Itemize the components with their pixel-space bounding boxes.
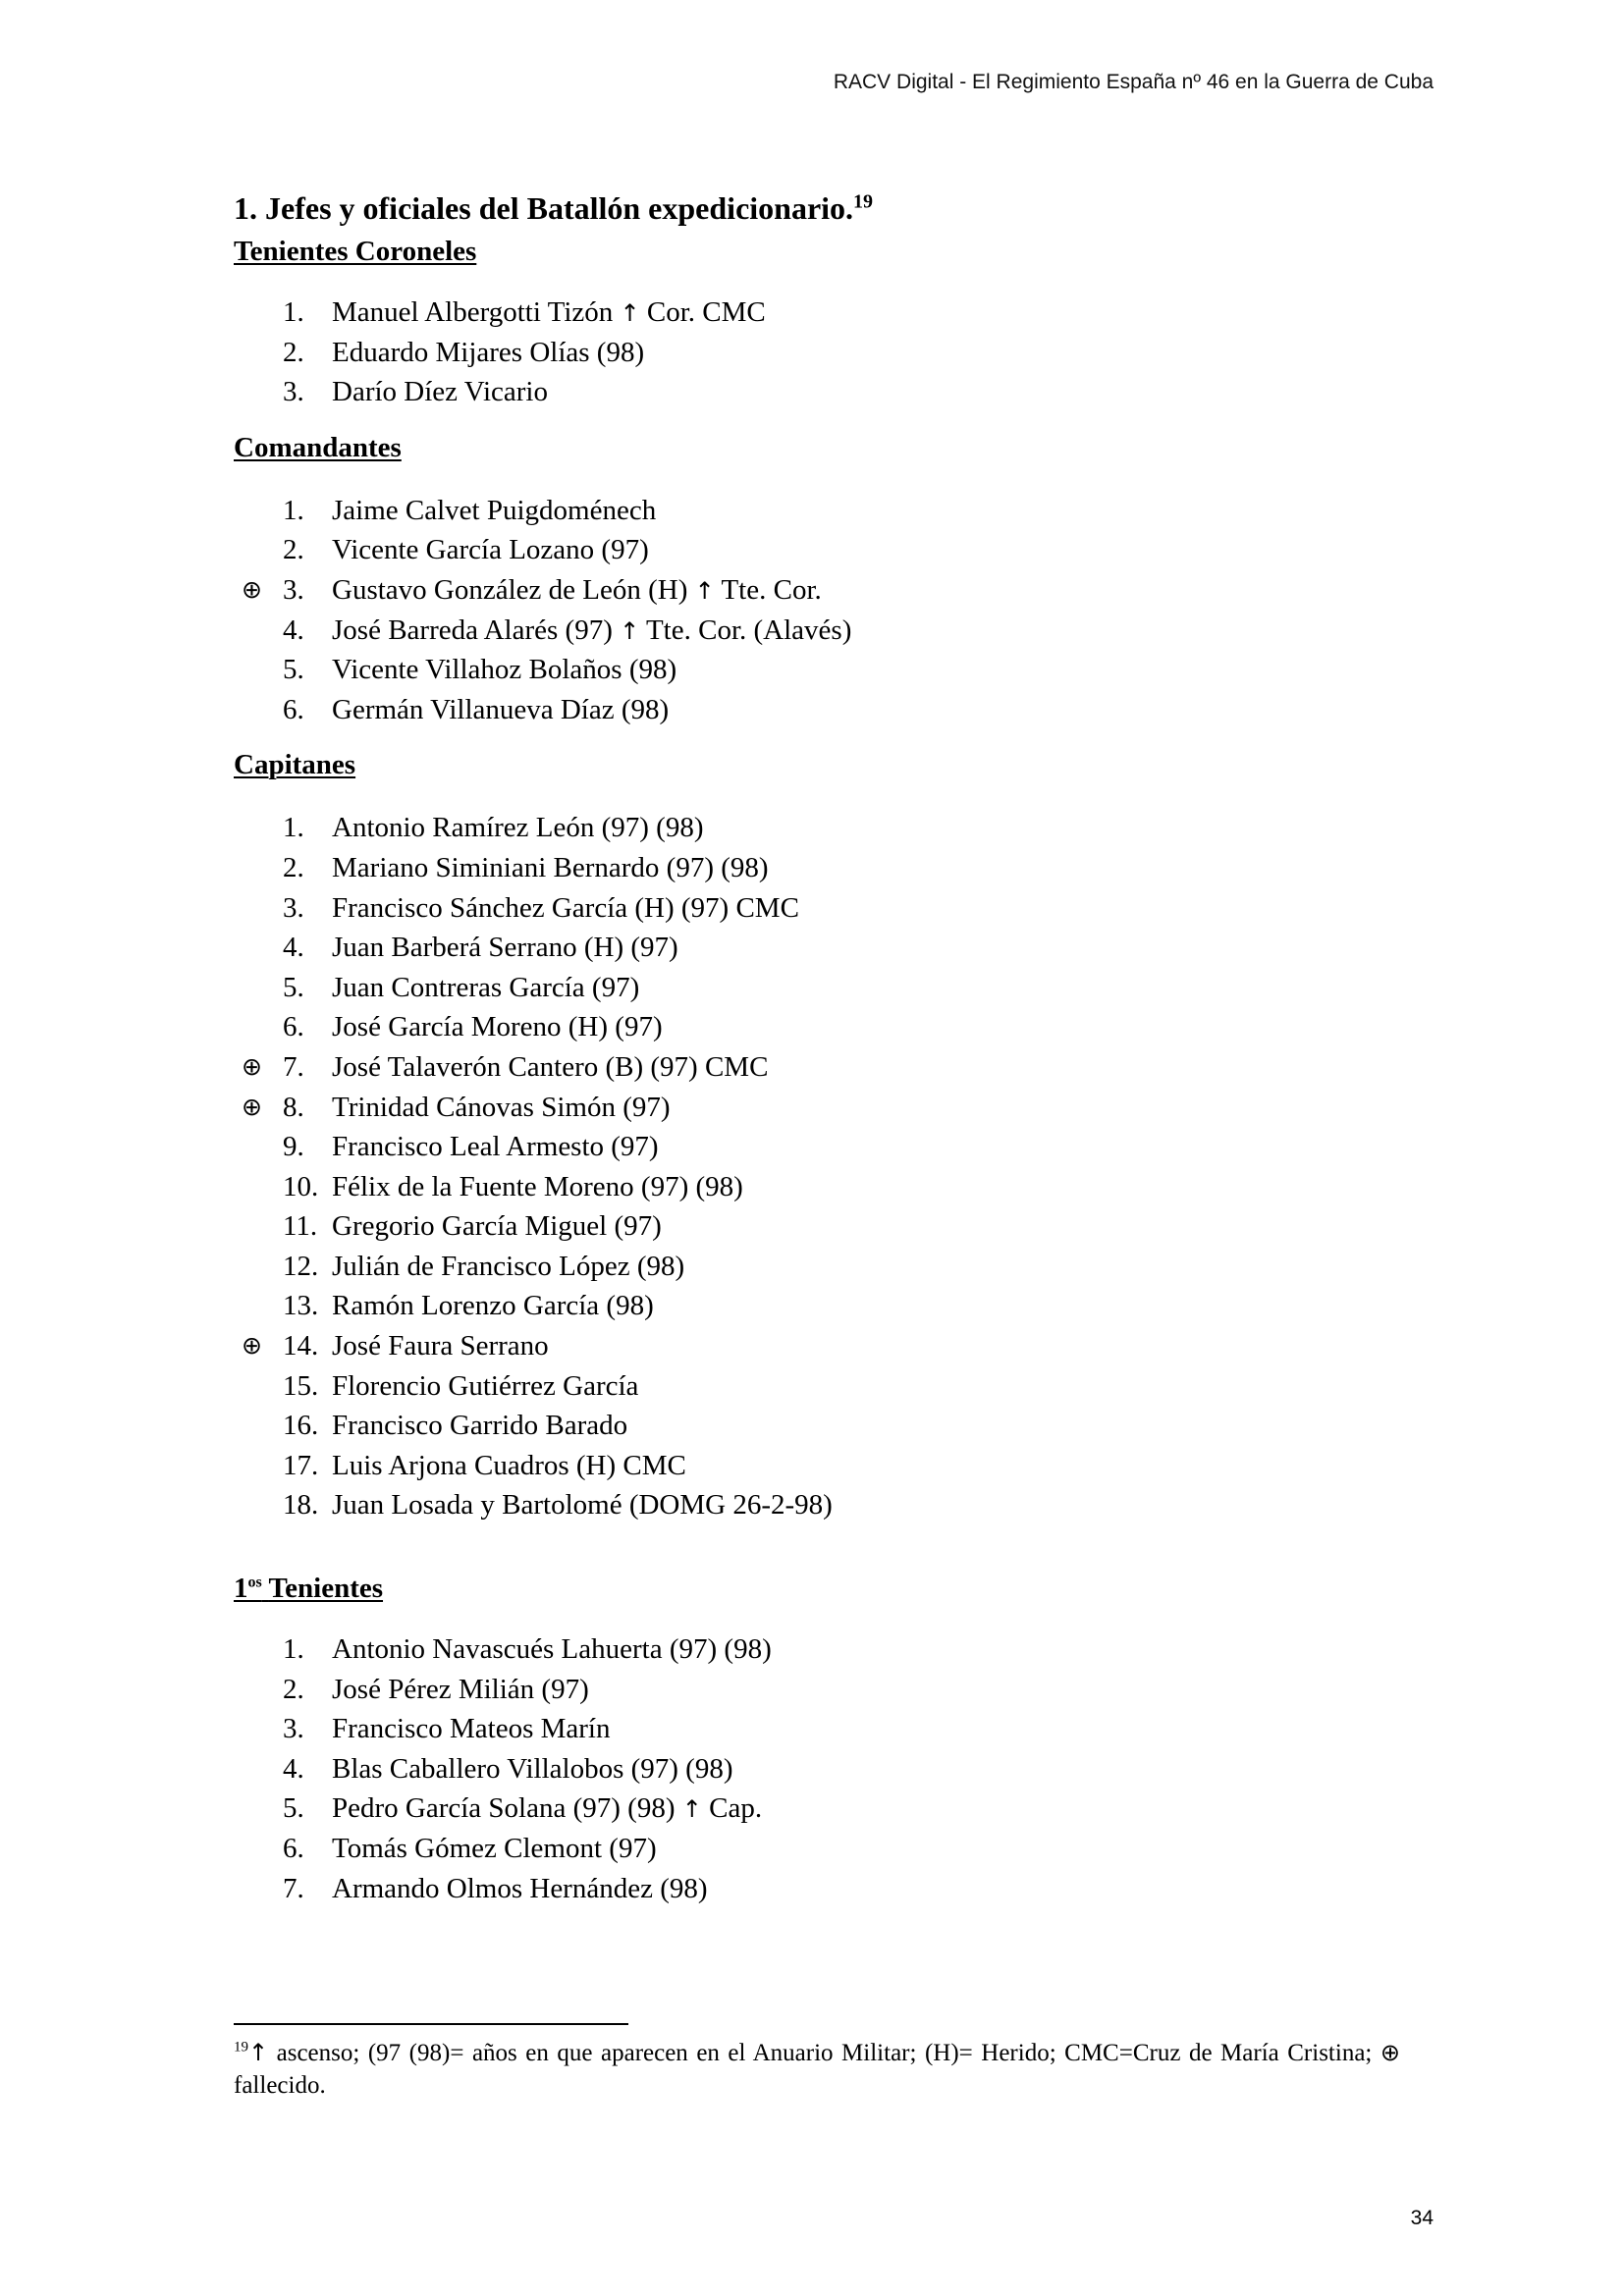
item-number: 16.	[283, 1410, 319, 1442]
deceased-cross-icon: ⊕	[242, 574, 262, 604]
officer-name-text: Juan Losada y Bartolomé (DOMG 26-2-98)	[332, 1489, 833, 1522]
officer-list-item	[234, 1127, 1432, 1167]
document-body	[234, 187, 1432, 1908]
promotion-arrow-icon: ↑	[248, 2039, 269, 2066]
officer-list-item	[234, 333, 1432, 373]
officer-name	[332, 1869, 708, 1909]
officer-name	[332, 1829, 657, 1869]
footnote-number: 19	[234, 2039, 248, 2056]
officer-list-item	[234, 1446, 1432, 1486]
item-number: 18.	[283, 1489, 319, 1522]
officer-list-item	[234, 1007, 1432, 1047]
section-title-text: 1. Jefes y oficiales del Batallón expedicionario.	[234, 190, 854, 226]
officer-name	[332, 1167, 743, 1207]
deceased-cross-icon: ⊕	[1380, 2039, 1400, 2066]
officer-list-item	[234, 968, 1432, 1008]
officer-name	[332, 1007, 663, 1047]
officer-name-text: José Faura Serrano	[332, 1330, 549, 1362]
promotion-rank: Tte. Cor. (Alavés)	[645, 614, 852, 646]
officer-name-text: Francisco Sánchez García (H) (97) CMC	[332, 891, 799, 924]
officer-list-item	[234, 491, 1432, 531]
officer-name-text: Eduardo Mijares Olías (98)	[332, 336, 645, 368]
officer-name	[332, 1629, 772, 1670]
officer-name	[332, 570, 822, 612]
officer-name	[332, 1088, 671, 1128]
group-heading-text: Capitanes	[234, 749, 356, 781]
officer-name-text: Ramón Lorenzo García (98)	[332, 1290, 654, 1322]
officer-name	[332, 1326, 549, 1366]
officer-name-text: Tomás Gómez Clemont (97)	[332, 1833, 657, 1864]
officer-name-text: Juan Contreras García (97)	[332, 971, 640, 1003]
item-number: 10.	[283, 1170, 319, 1202]
item-number: 2.	[283, 1673, 304, 1705]
item-number: 3.	[283, 376, 304, 408]
officer-list-item	[234, 1326, 1432, 1366]
officer-list-item	[234, 1709, 1432, 1749]
group-heading-text: Tenientes Coroneles	[234, 236, 477, 267]
item-number: 3.	[283, 573, 304, 606]
officer-list-item	[234, 848, 1432, 888]
officer-name	[332, 808, 704, 848]
officer-list	[234, 808, 1432, 1525]
item-number: 2.	[283, 534, 304, 566]
officer-name-text: Manuel Albergotti Tizón	[332, 296, 614, 328]
item-number: 17.	[283, 1449, 319, 1481]
officer-name-text: José Barreda Alarés (97)	[332, 614, 613, 646]
officer-list-item	[234, 1247, 1432, 1287]
promotion-arrow-icon: ↑	[620, 616, 640, 645]
page-number: 34	[1410, 2207, 1434, 2229]
officer-name	[332, 530, 649, 570]
officer-list-item	[234, 1167, 1432, 1207]
officer-list-item	[234, 1047, 1432, 1088]
officer-list-item	[234, 1206, 1432, 1247]
officer-list-item	[234, 1485, 1432, 1525]
item-number: 4.	[283, 614, 304, 646]
officer-name-text: Mariano Siminiani Bernardo (97) (98)	[332, 851, 769, 883]
officer-name	[332, 1789, 762, 1830]
item-number: 13.	[283, 1290, 319, 1322]
item-number: 5.	[283, 971, 304, 1003]
officer-list	[234, 1629, 1432, 1908]
officer-name-text: José Talaverón Cantero (B) (97) CMC	[332, 1050, 769, 1083]
item-number: 5.	[283, 654, 304, 686]
officer-name	[332, 1406, 627, 1446]
officer-name-text: Antonio Ramírez León (97) (98)	[332, 812, 704, 844]
group-heading	[234, 745, 1432, 784]
group-heading-prefix: 1	[234, 1573, 248, 1605]
deceased-cross-icon: ⊕	[242, 1331, 262, 1361]
officer-name	[332, 650, 676, 690]
group-heading-text: Tenientes	[268, 1573, 384, 1605]
officer-name	[332, 1749, 732, 1789]
officer-list-item	[234, 1629, 1432, 1670]
section-title	[234, 187, 1432, 230]
officer-name	[332, 1670, 589, 1710]
item-number: 1.	[283, 296, 304, 328]
officer-list-item	[234, 530, 1432, 570]
officer-name-text: Gustavo González de León (H)	[332, 573, 688, 606]
item-number: 11.	[283, 1210, 318, 1243]
officer-name-text: Vicente Villahoz Bolaños (98)	[332, 654, 677, 686]
officer-list-item	[234, 1286, 1432, 1326]
officer-list-item	[234, 1869, 1432, 1909]
item-number: 7.	[283, 1050, 304, 1083]
officer-name	[332, 333, 644, 373]
officer-name	[332, 1286, 654, 1326]
item-number: 1.	[283, 812, 304, 844]
item-number: 3.	[283, 891, 304, 924]
officer-name	[332, 1446, 686, 1486]
item-number: 12.	[283, 1250, 319, 1282]
officer-name	[332, 1206, 662, 1247]
group-heading	[234, 428, 1432, 467]
officer-name-text: Trinidad Cánovas Simón (97)	[332, 1091, 671, 1123]
officer-name	[332, 611, 851, 652]
officer-name-text: Armando Olmos Hernández (98)	[332, 1872, 708, 1904]
officer-list	[234, 293, 1432, 412]
officer-list-item	[234, 888, 1432, 929]
group-heading	[234, 1569, 1432, 1608]
officer-name	[332, 1366, 638, 1407]
officer-name-text: Antonio Navascués Lahuerta (97) (98)	[332, 1633, 772, 1666]
officer-list-item	[234, 611, 1432, 651]
officer-list-item	[234, 1829, 1432, 1869]
item-number: 6.	[283, 1833, 304, 1864]
promotion-arrow-icon: ↑	[681, 1795, 702, 1824]
footnote-text-end: fallecido.	[234, 2072, 326, 2099]
item-number: 14.	[283, 1330, 319, 1362]
item-number: 5.	[283, 1792, 304, 1825]
officer-name	[332, 1709, 611, 1749]
officer-list-item	[234, 808, 1432, 848]
officer-name	[332, 690, 669, 730]
item-number: 2.	[283, 851, 304, 883]
officer-name-text: Gregorio García Miguel (97)	[332, 1210, 662, 1243]
officer-name-text: Germán Villanueva Díaz (98)	[332, 693, 670, 725]
group-heading-text: Comandantes	[234, 431, 402, 463]
item-number: 6.	[283, 1011, 304, 1043]
group-heading-superscript: os	[247, 1574, 262, 1591]
officer-group-tenientes-coroneles	[234, 232, 1432, 412]
group-heading	[234, 232, 1432, 271]
officer-name	[332, 968, 639, 1008]
item-number: 2.	[283, 336, 304, 368]
officer-name	[332, 1247, 684, 1287]
officer-name-text: Félix de la Fuente Moreno (97) (98)	[332, 1170, 743, 1202]
officer-list-item	[234, 1749, 1432, 1789]
officer-list-item	[234, 570, 1432, 611]
officer-group-comandantes	[234, 428, 1432, 730]
officer-name-text: Juan Barberá Serrano (H) (97)	[332, 932, 678, 964]
deceased-cross-icon: ⊕	[242, 1051, 262, 1081]
footnote	[234, 2037, 1400, 2102]
footnote-reference[interactable]: 19	[853, 190, 874, 213]
officer-list-item	[234, 650, 1432, 690]
officer-list-item	[234, 1088, 1432, 1128]
promotion-rank: Cap.	[709, 1792, 763, 1825]
officer-name	[332, 1485, 833, 1525]
officer-group-primeros-tenientes	[234, 1569, 1432, 1908]
running-header: RACV Digital - El Regimiento España nº 46 en la Guerra de Cuba	[833, 71, 1434, 93]
item-number: 8.	[283, 1091, 304, 1123]
item-number: 1.	[283, 494, 304, 526]
officer-name	[332, 928, 678, 968]
officer-name	[332, 1127, 659, 1167]
officer-name-text: Francisco Leal Armesto (97)	[332, 1131, 659, 1163]
officer-name-text: Francisco Garrido Barado	[332, 1410, 628, 1442]
officer-name-text: José García Moreno (H) (97)	[332, 1011, 663, 1043]
officer-name-text: Luis Arjona Cuadros (H) CMC	[332, 1449, 686, 1481]
officer-name	[332, 293, 766, 334]
officer-list-item	[234, 1670, 1432, 1710]
officer-list-item	[234, 928, 1432, 968]
officer-list-item	[234, 293, 1432, 333]
officer-name-text: Vicente García Lozano (97)	[332, 534, 649, 566]
officer-name	[332, 491, 656, 531]
officer-name	[332, 1047, 768, 1088]
item-number: 4.	[283, 1752, 304, 1785]
promotion-arrow-icon: ↑	[620, 299, 640, 327]
officer-list	[234, 491, 1432, 730]
promotion-rank: Cor. CMC	[646, 296, 766, 328]
officer-name	[332, 848, 769, 888]
promotion-rank: Tte. Cor.	[721, 573, 822, 606]
officer-list-item	[234, 1366, 1432, 1407]
officer-name	[332, 888, 799, 929]
officer-name-text: Francisco Mateos Marín	[332, 1713, 611, 1745]
officer-list-item	[234, 690, 1432, 730]
footnote-separator	[234, 2023, 628, 2025]
item-number: 6.	[283, 693, 304, 725]
item-number: 3.	[283, 1713, 304, 1745]
officer-name-text: Jaime Calvet Puigdoménech	[332, 494, 657, 526]
officer-list-item	[234, 372, 1432, 412]
deceased-cross-icon: ⊕	[242, 1092, 262, 1121]
officer-name-text: Julián de Francisco López (98)	[332, 1250, 685, 1282]
officer-name-text: Blas Caballero Villalobos (97) (98)	[332, 1752, 733, 1785]
footnote-text: ascenso; (97 (98)= años en que aparecen en el Anuario Militar; (H)= Herido; CMC=Cruz de María Cristina;	[268, 2040, 1380, 2066]
item-number: 15.	[283, 1369, 319, 1402]
promotion-arrow-icon: ↑	[694, 576, 715, 605]
officer-group-capitanes	[234, 745, 1432, 1525]
officer-name-text: José Pérez Milián (97)	[332, 1673, 589, 1705]
officer-name-text: Florencio Gutiérrez García	[332, 1369, 639, 1402]
item-number: 1.	[283, 1633, 304, 1666]
item-number: 7.	[283, 1872, 304, 1904]
officer-list-item	[234, 1406, 1432, 1446]
officer-name-text: Pedro García Solana (97) (98)	[332, 1792, 676, 1825]
item-number: 4.	[283, 932, 304, 964]
officer-name	[332, 372, 548, 412]
item-number: 9.	[283, 1131, 304, 1163]
officer-name-text: Darío Díez Vicario	[332, 376, 548, 408]
officer-list-item	[234, 1789, 1432, 1829]
